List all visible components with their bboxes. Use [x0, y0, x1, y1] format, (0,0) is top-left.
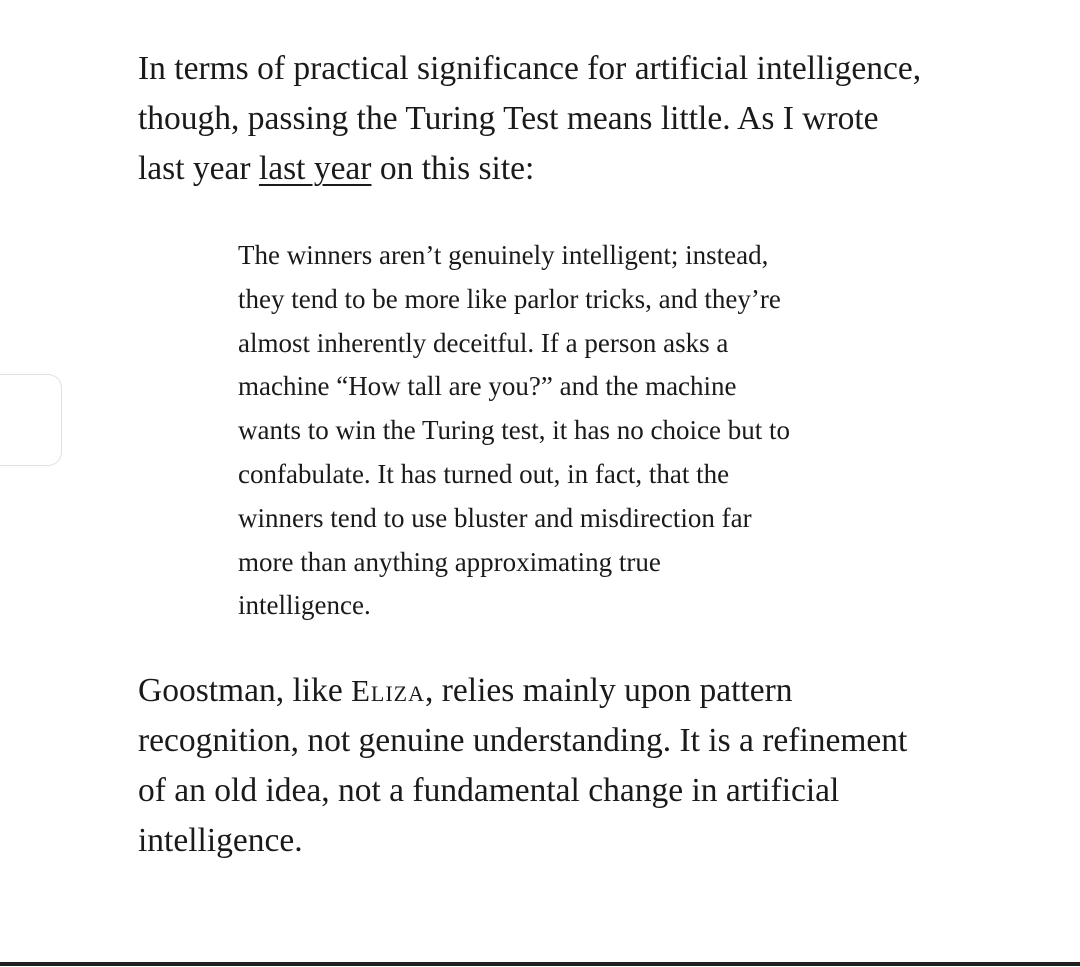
paragraph-turing-significance: [138, 44, 938, 194]
side-drawer-handle[interactable]: [0, 374, 62, 466]
paragraph-goostman: [138, 666, 907, 866]
article-body: [138, 44, 938, 859]
quote-line: almost inherently deceitful. If a person asks a: [238, 327, 729, 358]
quote-line: machine “How tall are you?” and the machine: [238, 371, 737, 402]
paragraph-line-prefix: last year: [138, 150, 259, 187]
paragraph-line-prefix: Goostman, like: [138, 672, 352, 709]
paragraph-line: of an old idea, not a fundamental change in artificial: [138, 772, 840, 809]
paragraph-line: [138, 666, 907, 716]
quoted-passage: [238, 234, 878, 628]
quote-line: intelligence.: [238, 590, 371, 621]
eliza-smallcaps: Eliza: [351, 674, 425, 708]
paragraph-line: [138, 144, 938, 194]
paragraph-line: recognition, not genuine understanding. It is a refinement: [138, 722, 908, 759]
quote-line: winners tend to use bluster and misdirection far: [238, 502, 752, 533]
quote-line: The winners aren’t genuinely intelligent; instead,: [238, 240, 769, 270]
paragraph-line-suffix: , relies mainly upon pattern: [425, 672, 793, 709]
bottom-divider: [0, 962, 1080, 966]
paragraph-line: though, passing the Turing Test means little. As I wrote: [138, 100, 879, 137]
paragraph-line: In terms of practical significance for artificial intelligence,: [138, 50, 922, 87]
paragraph-line: intelligence.: [138, 822, 303, 859]
quote-line: confabulate. It has turned out, in fact, that the: [238, 458, 730, 489]
paragraph-line-suffix: on this site:: [371, 150, 535, 187]
last-year-link[interactable]: last year: [258, 150, 372, 187]
quote-line: more than anything approximating true: [238, 546, 661, 577]
quote-line: wants to win the Turing test, it has no choice but to: [238, 415, 790, 446]
quote-line: they tend to be more like parlor tricks, and they’re: [238, 283, 781, 314]
